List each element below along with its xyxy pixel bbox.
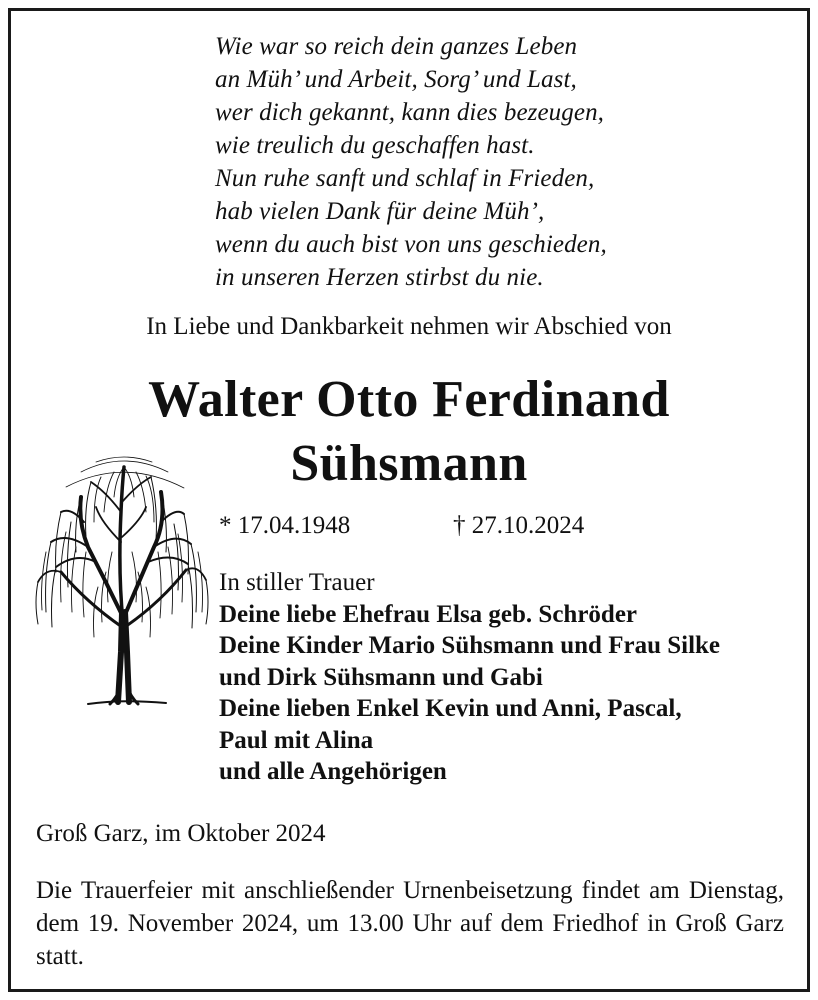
poem-line: Nun ruhe sanft und schlaf in Frieden, <box>215 165 595 192</box>
mourners-block <box>219 567 720 788</box>
poem-line: wer dich gekannt, kann dies bezeugen, <box>215 99 605 126</box>
farewell-intro: In Liebe und Dankbarkeit nehmen wir Abschied von <box>146 313 672 340</box>
mourner-line: Deine lieben Enkel Kevin und Anni, Pascal, <box>219 695 682 722</box>
poem-line: hab vielen Dank für deine Müh’, <box>215 198 545 225</box>
birth-date: * 17.04.1948 <box>219 512 351 539</box>
mourner-line: Deine liebe Ehefrau Elsa geb. Schröder <box>219 600 638 628</box>
mourner-line: Deine Kinder Mario Sühsmann und Frau Silke <box>219 632 721 659</box>
name-line-1: Walter Otto Ferdinand <box>148 371 670 428</box>
poem-line: an Müh’ und Arbeit, Sorg’ und Last, <box>215 66 577 93</box>
poem-line: wenn du auch bist von uns geschieden, <box>215 231 607 258</box>
mourning-intro: In stiller Trauer <box>219 569 375 596</box>
mourner-line: Paul mit Alina <box>219 726 374 754</box>
mourner-line: und Dirk Sühsmann und Gabi <box>219 663 543 691</box>
name-line-2: Sühsmann <box>290 435 528 492</box>
poem-line: Wie war so reich dein ganzes Leben <box>215 33 578 60</box>
poem-line: in unseren Herzen stirbst du nie. <box>215 264 544 291</box>
poem <box>215 30 607 294</box>
funeral-notice: Die Trauerfeier mit anschließender Urnenbeisetzung findet am Dienstag, dem 19. November 2024, um 13.00 Uhr auf dem Friedhof in Groß Garz statt. <box>36 877 784 970</box>
poem-line: wie treulich du geschaffen hast. <box>215 132 535 159</box>
place-and-date: Groß Garz, im Oktober 2024 <box>36 820 326 847</box>
mourner-line: und alle Angehörigen <box>219 758 447 785</box>
weeping-willow-tree-icon <box>26 452 216 712</box>
death-date: † 27.10.2024 <box>453 512 585 539</box>
